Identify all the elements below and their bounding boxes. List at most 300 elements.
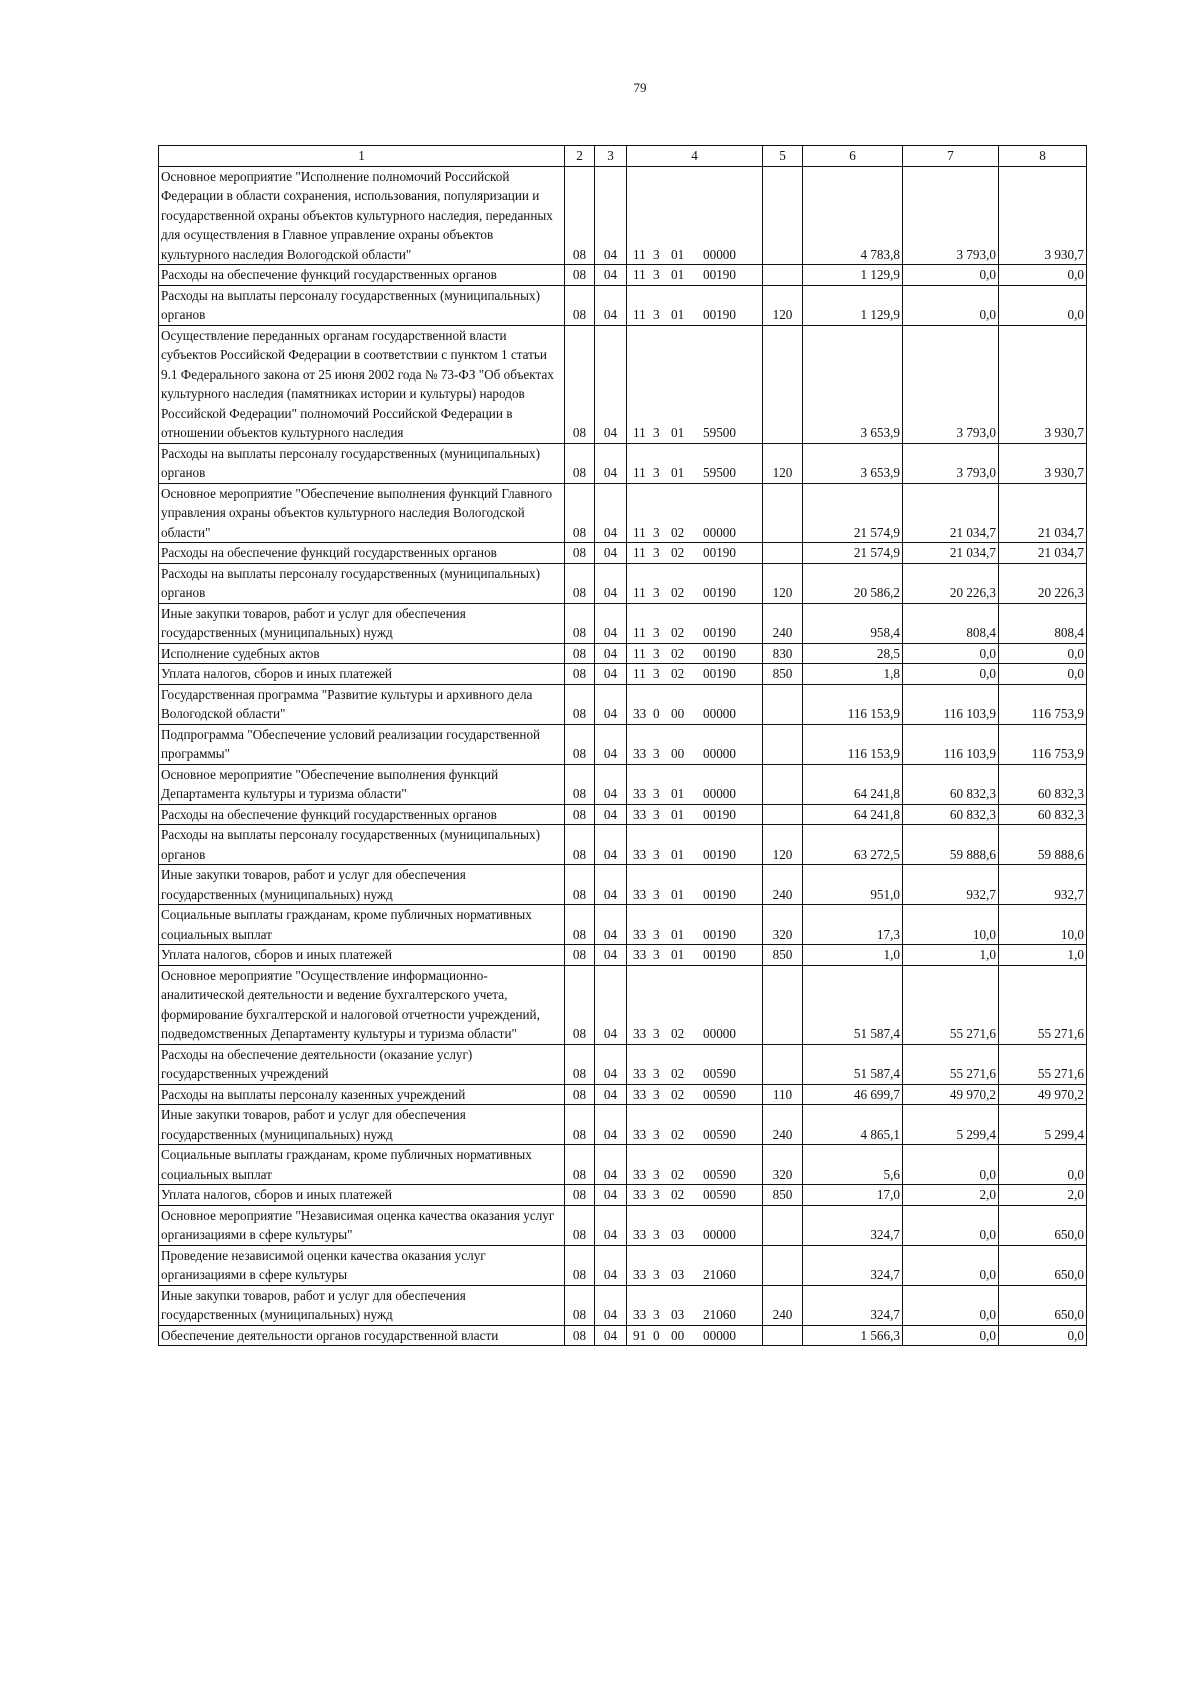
- target-article-part: 02: [671, 1026, 685, 1041]
- row-target-article: [627, 643, 763, 664]
- row-amount-year-1: 20 586,2: [803, 563, 903, 603]
- target-article-part: 01: [671, 425, 685, 440]
- row-description: Проведение независимой оценки качества оказания услуг организациями в сфере культуры: [159, 1245, 565, 1285]
- row-chapter-code: 08: [565, 1145, 595, 1185]
- row-target-article: [627, 1044, 763, 1084]
- page-number: 79: [633, 80, 647, 95]
- target-article-part: 01: [671, 846, 685, 862]
- row-target-article: [627, 764, 763, 804]
- row-chapter-code: 08: [565, 1084, 595, 1105]
- row-amount-year-1: 1,8: [803, 664, 903, 685]
- row-amount-year-3: 0,0: [999, 664, 1087, 685]
- row-description: Расходы на обеспечение функций государственных органов: [159, 265, 565, 286]
- row-description: Основное мероприятие "Осуществление информационно-аналитической деятельности и ведение бухгалтерского учета, формирование бухгалтерской и налоговой отчетности учреждений, подведомственных Департаменту культуры и туризма области": [159, 965, 565, 1044]
- row-chapter-code: 08: [565, 1325, 595, 1346]
- table-row: [159, 664, 1087, 685]
- row-expense-type: [763, 265, 803, 286]
- target-article-part: 02: [671, 1086, 685, 1102]
- target-article-part: 3: [653, 625, 660, 640]
- row-amount-year-2: 55 271,6: [903, 1044, 999, 1084]
- target-article-part: 02: [671, 1166, 685, 1182]
- row-section-code: 04: [595, 1084, 627, 1105]
- target-article-part: 00000: [703, 1227, 736, 1242]
- row-description: Расходы на обеспечение деятельности (оказание услуг) государственных учреждений: [159, 1044, 565, 1084]
- row-chapter-code: 08: [565, 724, 595, 764]
- row-expense-type: [763, 325, 803, 443]
- target-article-part: 02: [671, 524, 685, 540]
- row-target-article: [627, 1105, 763, 1145]
- target-article-part: 33: [633, 1227, 647, 1242]
- row-section-code: 04: [595, 285, 627, 325]
- row-amount-year-1: 51 587,4: [803, 965, 903, 1044]
- row-chapter-code: 08: [565, 643, 595, 664]
- row-chapter-code: 08: [565, 965, 595, 1044]
- row-description: Основное мероприятие "Исполнение полномочий Российской Федерации в области сохранения, использования, популяризации и государственной охраны объектов культурного наследия, переданных для осуществления в Главное управление охраны объектов культурного наследия Вологодской области": [159, 166, 565, 265]
- row-description: Уплата налогов, сборов и иных платежей: [159, 664, 565, 685]
- row-chapter-code: 08: [565, 664, 595, 685]
- row-amount-year-1: 3 653,9: [803, 443, 903, 483]
- row-amount-year-3: 5 299,4: [999, 1105, 1087, 1145]
- row-section-code: 04: [595, 1105, 627, 1145]
- row-target-article: [627, 1185, 763, 1206]
- row-description: Уплата налогов, сборов и иных платежей: [159, 1185, 565, 1206]
- target-article-part: 11: [633, 246, 646, 262]
- target-article-part: 3: [653, 1126, 660, 1142]
- target-article-part: 33: [633, 947, 647, 962]
- target-article-part: 00190: [703, 666, 736, 681]
- row-section-code: 04: [595, 1205, 627, 1245]
- target-article-part: 00590: [703, 1187, 736, 1202]
- row-section-code: 04: [595, 166, 627, 265]
- row-section-code: 04: [595, 1145, 627, 1185]
- table-row: [159, 483, 1087, 543]
- target-article-part: 00190: [703, 926, 736, 942]
- row-amount-year-3: 3 930,7: [999, 443, 1087, 483]
- target-article-part: 00590: [703, 1086, 736, 1102]
- target-article-part: 3: [653, 746, 660, 761]
- row-expense-type: [763, 1325, 803, 1346]
- target-article-part: 33: [633, 806, 647, 822]
- row-description: Обеспечение деятельности органов государственной власти: [159, 1325, 565, 1346]
- target-article-part: 21060: [703, 1307, 736, 1322]
- table-row: [159, 265, 1087, 286]
- row-amount-year-2: 0,0: [903, 1145, 999, 1185]
- row-target-article: [627, 865, 763, 905]
- table-row: [159, 764, 1087, 804]
- row-expense-type: [763, 965, 803, 1044]
- header-cell: 5: [763, 146, 803, 167]
- target-article-part: 02: [671, 1126, 685, 1142]
- table-row: [159, 1084, 1087, 1105]
- table-row: [159, 965, 1087, 1044]
- table-row: [159, 543, 1087, 564]
- target-article-part: 33: [633, 1267, 647, 1282]
- row-target-article: [627, 443, 763, 483]
- row-expense-type: [763, 764, 803, 804]
- target-article-part: 11: [633, 425, 646, 440]
- target-article-part: 33: [633, 1166, 647, 1182]
- table-row: [159, 325, 1087, 443]
- target-article-part: 02: [671, 645, 685, 661]
- row-description: Государственная программа "Развитие культуры и архивного дела Вологодской области": [159, 684, 565, 724]
- header-cell: 8: [999, 146, 1087, 167]
- row-amount-year-1: 1 566,3: [803, 1325, 903, 1346]
- row-amount-year-2: 0,0: [903, 285, 999, 325]
- row-section-code: 04: [595, 563, 627, 603]
- row-amount-year-2: 932,7: [903, 865, 999, 905]
- row-amount-year-1: 21 574,9: [803, 483, 903, 543]
- row-target-article: [627, 603, 763, 643]
- row-description: Расходы на обеспечение функций государственных органов: [159, 543, 565, 564]
- target-article-part: 33: [633, 1066, 647, 1081]
- row-chapter-code: 08: [565, 563, 595, 603]
- row-amount-year-3: 808,4: [999, 603, 1087, 643]
- target-article-part: 00190: [703, 947, 736, 962]
- row-chapter-code: 08: [565, 265, 595, 286]
- row-expense-type: [763, 1044, 803, 1084]
- table-row: [159, 643, 1087, 664]
- target-article-part: 3: [653, 425, 660, 440]
- target-article-part: 01: [671, 267, 685, 282]
- row-amount-year-2: 3 793,0: [903, 166, 999, 265]
- row-expense-type: 240: [763, 1105, 803, 1145]
- target-article-part: 3: [653, 524, 660, 540]
- row-description: Социальные выплаты гражданам, кроме публичных нормативных социальных выплат: [159, 1145, 565, 1185]
- target-article-part: 11: [633, 666, 646, 681]
- table-row: [159, 603, 1087, 643]
- row-expense-type: 120: [763, 285, 803, 325]
- row-amount-year-2: 116 103,9: [903, 724, 999, 764]
- row-section-code: 04: [595, 643, 627, 664]
- target-article-part: 3: [653, 1026, 660, 1041]
- budget-table: [158, 145, 1087, 1346]
- table-row: [159, 563, 1087, 603]
- target-article-part: 33: [633, 1187, 647, 1202]
- target-article-part: 3: [653, 585, 660, 600]
- target-article-part: 21060: [703, 1267, 736, 1282]
- row-description: Основное мероприятие "Обеспечение выполнения функций Департамента культуры и туризма области": [159, 764, 565, 804]
- target-article-part: 00190: [703, 886, 736, 902]
- target-article-part: 00: [671, 746, 685, 761]
- target-article-part: 00590: [703, 1066, 736, 1081]
- row-expense-type: 850: [763, 1185, 803, 1206]
- row-expense-type: 120: [763, 563, 803, 603]
- row-description: Расходы на выплаты персоналу государственных (муниципальных) органов: [159, 285, 565, 325]
- row-amount-year-1: 324,7: [803, 1205, 903, 1245]
- row-chapter-code: 08: [565, 1185, 595, 1206]
- target-article-part: 00590: [703, 1166, 736, 1182]
- row-target-article: [627, 1145, 763, 1185]
- target-article-part: 11: [633, 307, 646, 322]
- row-target-article: [627, 1084, 763, 1105]
- row-description: Расходы на выплаты персоналу государственных (муниципальных) органов: [159, 825, 565, 865]
- target-article-part: 59500: [703, 425, 736, 440]
- row-amount-year-3: 55 271,6: [999, 1044, 1087, 1084]
- row-amount-year-1: 116 153,9: [803, 684, 903, 724]
- row-amount-year-3: 49 970,2: [999, 1084, 1087, 1105]
- row-description: Исполнение судебных актов: [159, 643, 565, 664]
- table-row: [159, 1145, 1087, 1185]
- row-section-code: 04: [595, 443, 627, 483]
- row-expense-type: 110: [763, 1084, 803, 1105]
- row-amount-year-3: 21 034,7: [999, 543, 1087, 564]
- table-row: [159, 684, 1087, 724]
- row-amount-year-1: 46 699,7: [803, 1084, 903, 1105]
- row-amount-year-2: 0,0: [903, 1325, 999, 1346]
- row-section-code: 04: [595, 764, 627, 804]
- row-amount-year-2: 60 832,3: [903, 764, 999, 804]
- target-article-part: 00190: [703, 585, 736, 600]
- row-chapter-code: 08: [565, 603, 595, 643]
- target-article-part: 3: [653, 246, 660, 262]
- row-description: Расходы на выплаты персоналу государственных (муниципальных) органов: [159, 443, 565, 483]
- row-amount-year-2: 1,0: [903, 945, 999, 966]
- target-article-part: 11: [633, 545, 646, 560]
- table-row: [159, 804, 1087, 825]
- target-article-part: 3: [653, 926, 660, 942]
- row-amount-year-1: 324,7: [803, 1245, 903, 1285]
- row-expense-type: 240: [763, 1285, 803, 1325]
- row-section-code: 04: [595, 684, 627, 724]
- row-description: Расходы на выплаты персоналу государственных (муниципальных) органов: [159, 563, 565, 603]
- row-amount-year-3: 55 271,6: [999, 965, 1087, 1044]
- row-expense-type: [763, 483, 803, 543]
- row-amount-year-3: 932,7: [999, 865, 1087, 905]
- row-amount-year-3: 650,0: [999, 1205, 1087, 1245]
- target-article-part: 03: [671, 1307, 685, 1322]
- row-target-article: [627, 285, 763, 325]
- row-target-article: [627, 1245, 763, 1285]
- row-amount-year-2: 3 793,0: [903, 443, 999, 483]
- target-article-part: 01: [671, 886, 685, 902]
- row-description: Расходы на выплаты персоналу казенных учреждений: [159, 1084, 565, 1105]
- row-amount-year-3: 0,0: [999, 265, 1087, 286]
- target-article-part: 3: [653, 947, 660, 962]
- row-target-article: [627, 265, 763, 286]
- target-article-part: 01: [671, 246, 685, 262]
- row-amount-year-1: 17,0: [803, 1185, 903, 1206]
- target-article-part: 00000: [703, 706, 736, 721]
- target-article-part: 3: [653, 846, 660, 862]
- target-article-part: 00: [671, 706, 685, 721]
- row-section-code: 04: [595, 825, 627, 865]
- target-article-part: 3: [653, 545, 660, 560]
- row-chapter-code: 08: [565, 804, 595, 825]
- table-row: [159, 1105, 1087, 1145]
- row-section-code: 04: [595, 664, 627, 685]
- target-article-part: 02: [671, 1187, 685, 1202]
- table-row: [159, 1044, 1087, 1084]
- row-expense-type: [763, 724, 803, 764]
- target-article-part: 33: [633, 886, 647, 902]
- row-chapter-code: 08: [565, 543, 595, 564]
- row-expense-type: [763, 1245, 803, 1285]
- row-amount-year-3: 2,0: [999, 1185, 1087, 1206]
- row-expense-type: 320: [763, 1145, 803, 1185]
- row-amount-year-2: 2,0: [903, 1185, 999, 1206]
- row-description: Основное мероприятие "Независимая оценка качества оказания услуг организациями в сфере культуры": [159, 1205, 565, 1245]
- header-cell: 2: [565, 146, 595, 167]
- row-amount-year-1: 116 153,9: [803, 724, 903, 764]
- row-amount-year-2: 116 103,9: [903, 684, 999, 724]
- target-article-part: 00190: [703, 307, 736, 322]
- row-amount-year-1: 4 865,1: [803, 1105, 903, 1145]
- table-row: [159, 724, 1087, 764]
- table-row: [159, 905, 1087, 945]
- target-article-part: 01: [671, 947, 685, 962]
- row-amount-year-2: 55 271,6: [903, 965, 999, 1044]
- row-section-code: 04: [595, 483, 627, 543]
- header-cell: 4: [627, 146, 763, 167]
- target-article-part: 3: [653, 1307, 660, 1322]
- target-article-part: 02: [671, 585, 685, 600]
- row-target-article: [627, 166, 763, 265]
- row-amount-year-2: 0,0: [903, 265, 999, 286]
- row-amount-year-1: 64 241,8: [803, 804, 903, 825]
- row-amount-year-2: 3 793,0: [903, 325, 999, 443]
- row-description: Расходы на обеспечение функций государственных органов: [159, 804, 565, 825]
- row-description: Социальные выплаты гражданам, кроме публичных нормативных социальных выплат: [159, 905, 565, 945]
- target-article-part: 3: [653, 1187, 660, 1202]
- row-amount-year-3: 21 034,7: [999, 483, 1087, 543]
- table-row: [159, 443, 1087, 483]
- row-section-code: 04: [595, 543, 627, 564]
- row-description: Иные закупки товаров, работ и услуг для обеспечения государственных (муниципальных) нужд: [159, 1285, 565, 1325]
- target-article-part: 3: [653, 1267, 660, 1282]
- target-article-part: 02: [671, 666, 685, 681]
- row-target-article: [627, 325, 763, 443]
- target-article-part: 3: [653, 786, 660, 801]
- row-amount-year-3: 3 930,7: [999, 325, 1087, 443]
- row-amount-year-1: 3 653,9: [803, 325, 903, 443]
- target-article-part: 3: [653, 1066, 660, 1081]
- target-article-part: 00190: [703, 645, 736, 661]
- table-row: [159, 166, 1087, 265]
- row-chapter-code: 08: [565, 1245, 595, 1285]
- row-target-article: [627, 483, 763, 543]
- row-amount-year-1: 1 129,9: [803, 265, 903, 286]
- row-expense-type: 850: [763, 945, 803, 966]
- table-row: [159, 825, 1087, 865]
- row-target-article: [627, 1325, 763, 1346]
- row-section-code: 04: [595, 865, 627, 905]
- row-section-code: 04: [595, 1285, 627, 1325]
- row-amount-year-3: 60 832,3: [999, 764, 1087, 804]
- row-description: Основное мероприятие "Обеспечение выполнения функций Главного управления охраны объектов культурного наследия Вологодской области": [159, 483, 565, 543]
- row-description: Осуществление переданных органам государственной власти субъектов Российской Федерации в соответствии с пунктом 1 статьи 9.1 Федерального закона от 25 июня 2002 года № 73-ФЗ "Об объектах культурного наследия (памятниках истории и культуры) народов Российской Федерации" полномочий Российской Федерации в отношении объектов культурного наследия: [159, 325, 565, 443]
- table-row: [159, 285, 1087, 325]
- row-amount-year-1: 1 129,9: [803, 285, 903, 325]
- target-article-part: 33: [633, 786, 647, 801]
- row-amount-year-2: 49 970,2: [903, 1084, 999, 1105]
- target-article-part: 3: [653, 666, 660, 681]
- row-chapter-code: 08: [565, 1205, 595, 1245]
- row-expense-type: 240: [763, 603, 803, 643]
- row-section-code: 04: [595, 603, 627, 643]
- target-article-part: 11: [633, 585, 646, 600]
- target-article-part: 11: [633, 524, 646, 540]
- row-expense-type: [763, 804, 803, 825]
- row-chapter-code: 08: [565, 1105, 595, 1145]
- table-row: [159, 1205, 1087, 1245]
- row-amount-year-3: 116 753,9: [999, 724, 1087, 764]
- row-amount-year-3: 0,0: [999, 285, 1087, 325]
- target-article-part: 3: [653, 1166, 660, 1182]
- row-section-code: 04: [595, 945, 627, 966]
- row-amount-year-1: 63 272,5: [803, 825, 903, 865]
- target-article-part: 00000: [703, 746, 736, 761]
- row-amount-year-1: 51 587,4: [803, 1044, 903, 1084]
- target-article-part: 33: [633, 746, 647, 761]
- target-article-part: 02: [671, 1066, 685, 1081]
- row-section-code: 04: [595, 1044, 627, 1084]
- row-chapter-code: 08: [565, 945, 595, 966]
- row-amount-year-2: 0,0: [903, 1205, 999, 1245]
- row-amount-year-3: 0,0: [999, 1325, 1087, 1346]
- target-article-part: 00000: [703, 1026, 736, 1041]
- row-amount-year-1: 5,6: [803, 1145, 903, 1185]
- row-chapter-code: 08: [565, 865, 595, 905]
- row-amount-year-3: 650,0: [999, 1245, 1087, 1285]
- target-article-part: 33: [633, 1307, 647, 1322]
- row-section-code: 04: [595, 325, 627, 443]
- row-amount-year-1: 17,3: [803, 905, 903, 945]
- row-target-article: [627, 1285, 763, 1325]
- row-chapter-code: 08: [565, 166, 595, 265]
- row-amount-year-2: 59 888,6: [903, 825, 999, 865]
- target-article-part: 00190: [703, 545, 736, 560]
- target-article-part: 33: [633, 706, 647, 721]
- table-row: [159, 1245, 1087, 1285]
- target-article-part: 00000: [703, 786, 736, 801]
- row-amount-year-3: 650,0: [999, 1285, 1087, 1325]
- row-target-article: [627, 724, 763, 764]
- row-section-code: 04: [595, 804, 627, 825]
- row-amount-year-1: 324,7: [803, 1285, 903, 1325]
- row-section-code: 04: [595, 965, 627, 1044]
- row-target-article: [627, 804, 763, 825]
- target-article-part: 3: [653, 645, 660, 661]
- target-article-part: 00000: [703, 524, 736, 540]
- row-section-code: 04: [595, 724, 627, 764]
- row-amount-year-2: 21 034,7: [903, 483, 999, 543]
- header-cell: 7: [903, 146, 999, 167]
- target-article-part: 03: [671, 1267, 685, 1282]
- row-description: Иные закупки товаров, работ и услуг для обеспечения государственных (муниципальных) нужд: [159, 865, 565, 905]
- target-article-part: 01: [671, 926, 685, 942]
- row-amount-year-2: 0,0: [903, 1285, 999, 1325]
- row-section-code: 04: [595, 1325, 627, 1346]
- table-row: [159, 945, 1087, 966]
- row-amount-year-2: 808,4: [903, 603, 999, 643]
- row-amount-year-1: 951,0: [803, 865, 903, 905]
- row-target-article: [627, 905, 763, 945]
- target-article-part: 00190: [703, 806, 736, 822]
- row-amount-year-2: 21 034,7: [903, 543, 999, 564]
- row-description: Уплата налогов, сборов и иных платежей: [159, 945, 565, 966]
- row-amount-year-2: 5 299,4: [903, 1105, 999, 1145]
- row-amount-year-3: 0,0: [999, 1145, 1087, 1185]
- target-article-part: 00190: [703, 267, 736, 282]
- target-article-part: 00590: [703, 1126, 736, 1142]
- row-chapter-code: 08: [565, 1044, 595, 1084]
- row-chapter-code: 08: [565, 905, 595, 945]
- target-article-part: 00000: [703, 246, 736, 262]
- target-article-part: 3: [653, 465, 660, 480]
- target-article-part: 0: [653, 1327, 660, 1343]
- row-expense-type: 240: [763, 865, 803, 905]
- row-amount-year-2: 20 226,3: [903, 563, 999, 603]
